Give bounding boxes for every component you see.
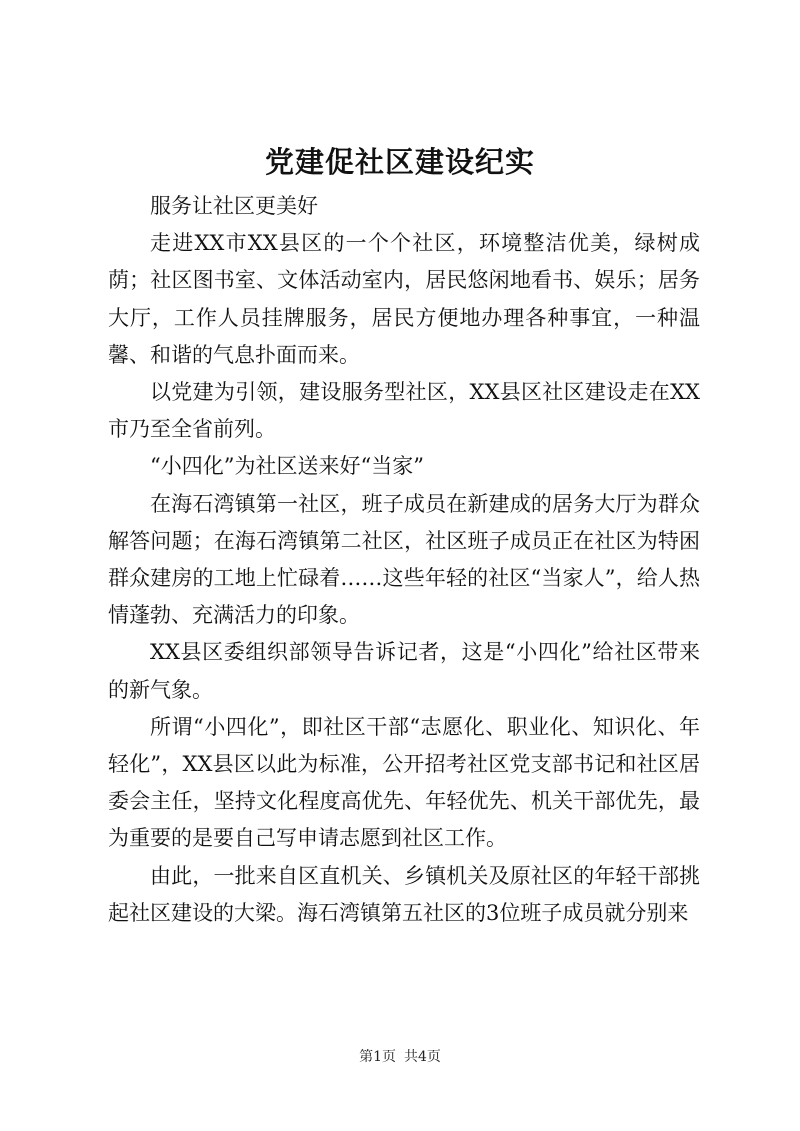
paragraph: 以党建为引领，建设服务型社区，XX县区社区建设走在XX市乃至全省前列。 [108,380,700,442]
page-count: 共4页 [404,1049,441,1065]
page-footer [0,1046,800,1066]
paragraph: 由此，一批来自区直机关、乡镇机关及原社区的年轻干部挑起社区建设的大梁。海石湾镇第五社区的3位班子成员就分别来 [108,863,700,925]
section-heading: “小四化”为社区送来好“当家” [150,454,424,479]
document-title: 党建促社区建设纪实 [264,145,535,179]
paragraph: 所谓“小四化”，即社区干部“志愿化、职业化、知识化、年轻化”，XX县区以此为标准，公开招考社区党支部书记和社区居委会主任，坚持文化程度高优先、年轻优先、机关干部优先，最为重要的是要自己写申请志愿到社区工作。 [108,714,700,851]
page-number: 第1页 [359,1049,396,1065]
document-body [108,188,700,932]
paragraph: 在海石湾镇第一社区，班子成员在新建成的居务大厅为群众解答问题；在海石湾镇第二社区，社区班子成员正在社区为特困群众建房的工地上忙碌着……这些年轻的社区“当家人”，给人热情蓬勃、充满活力的印象。 [108,491,700,628]
section-heading: 服务让社区更美好 [150,194,318,218]
paragraph: 走进XX市XX县区的一个个社区，环境整洁优美，绿树成荫；社区图书室、文体活动室内，居民悠闲地看书、娱乐；居务大厅，工作人员挂牌服务，居民方便地办理各种事宜，一种温馨、和谐的气息扑面而来。 [108,231,700,367]
paragraph: XX县区委组织部领导告诉记者，这是“小四化”给社区带来的新气象。 [108,640,700,702]
